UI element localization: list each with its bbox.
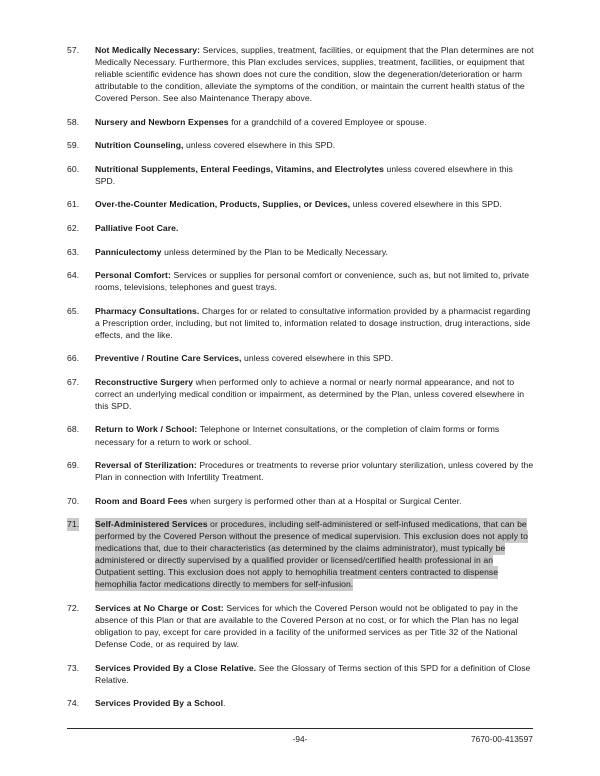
exclusion-item-title: Over-the-Counter Medication, Products, Supplies, or Devices,: [95, 199, 351, 210]
exclusion-item: [67, 222, 534, 234]
exclusion-item-number: 61.: [67, 199, 80, 210]
exclusion-item-text: [95, 518, 534, 590]
exclusion-item-title: Reversal of Sterilization:: [95, 460, 197, 471]
exclusion-item-title: Reconstructive Surgery: [95, 376, 194, 387]
exclusion-item-number: 67.: [67, 376, 80, 387]
exclusion-item-number: 60.: [67, 163, 80, 174]
exclusion-item-title: Services Provided By a Close Relative.: [95, 662, 257, 673]
exclusion-item: [67, 376, 534, 412]
exclusion-item-text: [95, 139, 534, 151]
exclusion-item-description: unless determined by the Plan to be Medically Necessary.: [161, 246, 388, 257]
exclusion-item: [67, 602, 534, 650]
exclusion-item-description: Services, supplies, treatment, facilities, or equipment that the Plan determines are not Medically Necessary. Furthermore, this Plan excludes services, supplies, treatment, facilities, or equipment that reliable scientific evidence has shown does not cure the condition, slow the degeneration/deterioration or harm attributable to the condition, alleviate the symptoms of the condition, or maintain the current health status of the Covered Person. See also Maintenance Therapy above.: [95, 45, 534, 104]
exclusion-item: [67, 269, 534, 293]
exclusion-item-number: 74.: [67, 698, 80, 709]
exclusion-item-text: [95, 116, 534, 128]
exclusion-item-description: when surgery is performed other than at a Hospital or Surgical Center.: [187, 495, 462, 506]
exclusion-item-title: Room and Board Fees: [95, 495, 188, 506]
exclusion-item-description: See the Glossary of Terms section of this SPD for a definition of Close Relative.: [95, 662, 531, 685]
exclusion-item-title: Services at No Charge or Cost:: [95, 603, 224, 613]
exclusion-item: [67, 139, 534, 151]
exclusion-item-text: [95, 246, 534, 258]
footer-divider: [67, 728, 533, 729]
exclusion-item-description: or procedures, including self-administered or self-infused medications, that can be performed by the Covered Person without the presence of medical supervision. This exclusion does not apply to medications that, due to their characteristics (as determined by the claims administrator), must typically be administered or directly supervised by a qualified provider or licensed/certified health professional in an Outpatient setting. This exclusion does not apply to hemophilia treatment centers contracted to dispense hemophilia factor medications directly to members for self-infusion.: [95, 519, 528, 590]
exclusion-item: [67, 198, 534, 210]
exclusion-item-text: [95, 495, 534, 507]
exclusion-item-text: [95, 163, 534, 187]
exclusion-item: [67, 423, 534, 447]
exclusion-item-title: Nursery and Newborn Expenses: [95, 116, 229, 127]
exclusion-item-text: [95, 602, 534, 650]
exclusion-item-title: Nutrition Counseling,: [95, 140, 184, 151]
exclusion-item-number-text: 71.: [67, 519, 80, 530]
exclusion-item-title: Return to Work / School:: [95, 424, 198, 435]
exclusion-item-description: for a grandchild of a covered Employee or spouse.: [228, 116, 427, 127]
exclusion-item: [67, 518, 534, 590]
exclusion-item-title: Self-Administered Services: [95, 519, 208, 530]
exclusion-item-number: 68.: [67, 424, 80, 435]
exclusion-item: [67, 352, 534, 364]
exclusion-item-title: Personal Comfort:: [95, 270, 171, 281]
exclusion-item-title: Panniculectomy: [95, 246, 162, 257]
exclusion-item-text: [95, 352, 534, 364]
exclusion-item-title: Nutritional Supplements, Enteral Feedings, Vitamins, and Electrolytes: [95, 163, 384, 174]
exclusion-item: [67, 116, 534, 128]
exclusion-item-number: 72.: [67, 603, 80, 613]
exclusion-item-description: unless covered elsewhere in this SPD.: [350, 199, 502, 210]
exclusion-item-text: [95, 198, 534, 210]
exclusion-item-text: [95, 662, 534, 686]
exclusion-item-number: 64.: [67, 270, 80, 281]
exclusion-item-number: 57.: [67, 45, 80, 55]
exclusion-item-number: [67, 518, 95, 530]
exclusion-item-number: 65.: [67, 305, 80, 316]
exclusion-item: [67, 44, 534, 104]
exclusion-item-number: 58.: [67, 116, 80, 127]
exclusion-item-description: unless covered elsewhere in this SPD.: [241, 353, 394, 364]
exclusion-item-number: 66.: [67, 353, 80, 364]
footer-page-number: -94-: [292, 734, 308, 744]
exclusion-item-text: [95, 222, 534, 234]
exclusion-item: [67, 246, 534, 258]
exclusion-item: [67, 459, 534, 483]
exclusion-item-text: [95, 697, 534, 709]
exclusion-item-number: 70.: [67, 495, 80, 506]
exclusion-item: [67, 495, 534, 507]
exclusion-item-title: Pharmacy Consultations.: [95, 305, 200, 316]
footer-row: [67, 733, 533, 751]
exclusion-item-text: [95, 423, 534, 447]
exclusion-item-title: Preventive / Routine Care Services,: [95, 353, 242, 364]
exclusion-item-description: Telephone or Internet consultations, or the completion of claim forms or forms necessary for a return to work or school.: [95, 424, 500, 447]
exclusion-item-description: Charges for or related to consultative information provided by a pharmacist regarding a Prescription order, including, but not limited to, information related to dosage instruction, drug interactions, side effects, and the like.: [95, 305, 531, 340]
exclusion-item-title: Services Provided By a School: [95, 698, 224, 709]
exclusion-item-number: 59.: [67, 140, 80, 151]
exclusion-item-text: [95, 376, 534, 412]
exclusion-item-title: Palliative Foot Care.: [95, 222, 179, 233]
exclusion-item-description: when performed only to achieve a normal or nearly normal appearance, and not to correct an underlying medical condition or impairment, as determined by the Plan, unless covered elsewhere in this SPD.: [95, 376, 525, 411]
exclusion-item-description: unless covered elsewhere in this SPD.: [183, 140, 336, 151]
footer-document-id: 7670-00-413597: [470, 734, 533, 744]
exclusion-item: [67, 662, 534, 686]
exclusions-list: [67, 44, 534, 709]
exclusion-item-description: Services or supplies for personal comfort or convenience, such as, but not limited to, private rooms, televisions, telephones and guest trays.: [95, 270, 530, 293]
exclusion-item-text: [95, 305, 534, 341]
exclusion-item-text: [95, 44, 534, 104]
exclusion-item-description: .: [223, 698, 226, 709]
exclusion-item: [67, 697, 534, 709]
exclusion-item-description: unless covered elsewhere in this SPD.: [95, 163, 513, 186]
exclusion-item-text: [95, 269, 534, 293]
exclusion-item-title: Not Medically Necessary:: [95, 45, 201, 55]
highlighted-text: [95, 518, 528, 591]
exclusion-item-number: 63.: [67, 246, 80, 257]
exclusion-item: [67, 305, 534, 341]
exclusion-item-number: 62.: [67, 222, 80, 233]
exclusion-item-number: 73.: [67, 662, 80, 673]
exclusion-item: [67, 163, 534, 187]
exclusion-item-number: 69.: [67, 460, 80, 471]
exclusion-item-text: [95, 459, 534, 483]
exclusion-item-description: Procedures or treatments to reverse prior voluntary sterilization, unless covered by the Plan in connection with Infertility Treatment.: [95, 460, 534, 483]
page-footer: [67, 728, 533, 751]
exclusion-item-description: Services for which the Covered Person would not be obligated to pay in the absence of this Plan or that are available to the Covered Person at no cost, or for which the Plan has no legal obligation to pay, except for care provided in a facility of the uniformed services as per Title 32 of the National Defense Code, or as required by law.: [95, 603, 519, 650]
